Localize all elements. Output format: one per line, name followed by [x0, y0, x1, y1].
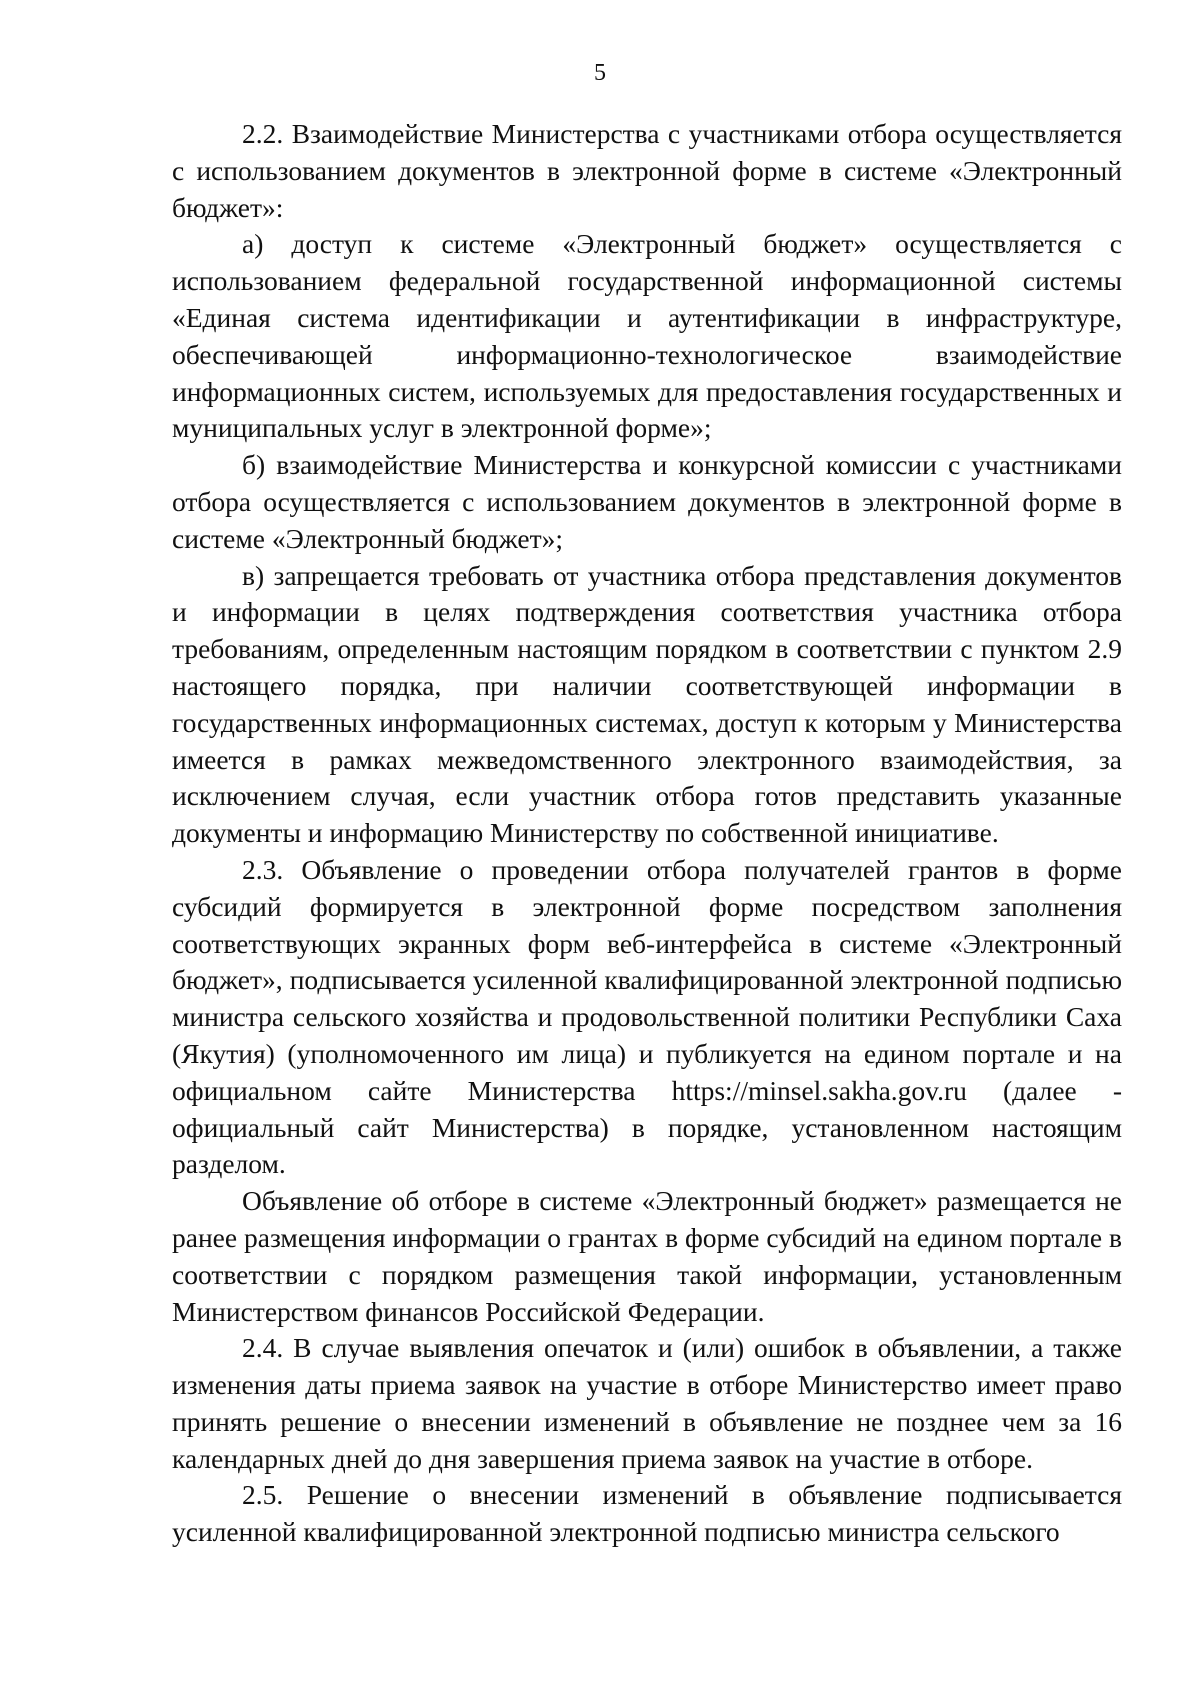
paragraph-2-2-b: б) взаимодействие Министерства и конкурсной комиссии с участниками отбора осуществляется с использованием документов в электронной форме в системе «Электронный бюджет»;	[172, 449, 1122, 554]
paragraph-2-2-v: в) запрещается требовать от участника отбора представления документов и информации в целях подтверждения соответствия участника отбора требованиям, определенным настоящим порядком в соответствии с пунктом 2.9 настоящего порядка, при наличии соответствующей информации в государственных информационных системах, доступ к которым у Министерства имеется в рамках межведомственного электронного взаимодействия, за исключением случая, если участник отбора готов представить указанные документы и информацию Министерству по собственной инициативе.	[172, 559, 1122, 849]
paragraph-2-2-a: а) доступ к системе «Электронный бюджет» осуществляется с использованием федеральной государственной информационной системы «Единая система идентификации и аутентификации в инфраструктуре, обеспечивающей информационно-технологическое взаимодействие информационных систем, используемых для предоставления государственных и муниципальных услуг в электронной форме»;	[172, 228, 1122, 444]
paragraph-2-3-announcement: Объявление об отборе в системе «Электронный бюджет» размещается не ранее размещения информации о грантах в форме субсидий на едином портале в соответствии с порядком размещения такой информации, установленным Министерством финансов Российской Федерации.	[172, 1185, 1122, 1327]
page-number: 5	[594, 60, 606, 86]
paragraph-2-5: 2.5. Решение о внесении изменений в объявление подписывается усиленной квалифицированной электронной подписью министра сельского	[172, 1479, 1122, 1548]
document-body	[172, 116, 1122, 1551]
paragraph-2-2: 2.2. Взаимодействие Министерства с участниками отбора осуществляется с использованием документов в электронной форме в системе «Электронный бюджет»:	[172, 118, 1122, 223]
paragraph-2-4: 2.4. В случае выявления опечаток и (или) ошибок в объявлении, а также изменения даты приема заявок на участие в отборе Министерство имеет право принять решение о внесении изменений в объявление не позднее чем за 16 календарных дней до дня завершения приема заявок на участие в отборе.	[172, 1332, 1122, 1474]
paragraph-2-3: 2.3. Объявление о проведении отбора получателей грантов в форме субсидий формируется в электронной форме посредством заполнения соответствующих экранных форм веб-интерфейса в системе «Электронный бюджет», подписывается усиленной квалифицированной электронной подписью министра сельского хозяйства и продовольственной политики Республики Саха (Якутия) (уполномоченного им лица) и публикуется на едином портале и на официальном сайте Министерства https://minsel.sakha.gov.ru (далее - официальный сайт Министерства) в порядке, установленном настоящим разделом.	[172, 853, 1122, 1180]
